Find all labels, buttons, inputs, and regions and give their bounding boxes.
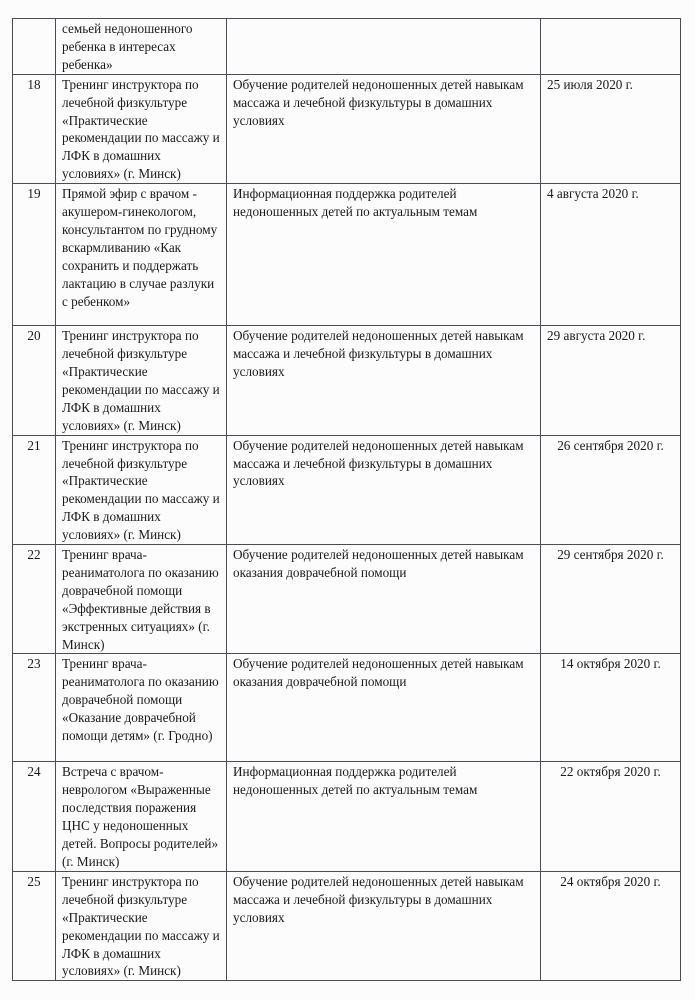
table-row [13,326,681,435]
event-date: 14 октября 2020 г. [541,654,681,762]
table-row [13,654,681,762]
table-row [13,545,681,654]
table-row [13,184,681,326]
event-description: Информационная поддержка родителей недоношенных детей по актуальным темам [227,184,541,326]
event-title: Тренинг инструктора по лечебной физкультуре «Практические рекомендации по массажу и ЛФК в домашних условиях» (г. Минск) [56,435,227,544]
event-date: 4 августа 2020 г. [541,184,681,326]
event-description: Обучение родителей недоношенных детей навыкам массажа и лечебной физкультуры в домашних условиях [227,435,541,544]
event-description: Обучение родителей недоношенных детей навыкам массажа и лечебной физкультуры в домашних условиях [227,74,541,183]
event-date [541,19,681,75]
event-title: семьей недоношенного ребенка в интересах ребенка» [56,19,227,75]
row-number: 24 [13,762,56,871]
event-description: Информационная поддержка родителей недоношенных детей по актуальным темам [227,762,541,871]
event-date: 26 сентября 2020 г. [541,435,681,544]
event-date: 29 сентября 2020 г. [541,545,681,654]
table-row [13,74,681,183]
table-row [13,871,681,980]
event-date: 29 августа 2020 г. [541,326,681,435]
event-title: Встреча с врачом-неврологом «Выраженные последствия поражения ЦНС у недоношенных детей. Вопросы родителей» (г. Минск) [56,762,227,871]
event-title: Тренинг врача-реаниматолога по оказанию доврачебной помощи «Оказание доврачебной помощи детям» (г. Гродно) [56,654,227,762]
row-number: 22 [13,545,56,654]
row-number [13,19,56,75]
event-date: 24 октября 2020 г. [541,871,681,980]
event-date: 25 июля 2020 г. [541,74,681,183]
event-title: Тренинг врача-реаниматолога по оказанию доврачебной помощи «Эффективные действия в экстренных ситуациях» (г. Минск) [56,545,227,654]
table-row [13,435,681,544]
table-row [13,762,681,871]
event-description: Обучение родителей недоношенных детей навыкам массажа и лечебной физкультуры в домашних условиях [227,326,541,435]
row-number: 20 [13,326,56,435]
event-description: Обучение родителей недоношенных детей навыкам оказания доврачебной помощи [227,545,541,654]
table-row-continuation [13,19,681,75]
row-number: 19 [13,184,56,326]
event-description [227,19,541,75]
event-title: Тренинг инструктора по лечебной физкультуре «Практические рекомендации по массажу и ЛФК в домашних условиях» (г. Минск) [56,74,227,183]
event-description: Обучение родителей недоношенных детей навыкам массажа и лечебной физкультуры в домашних условиях [227,871,541,980]
row-number: 21 [13,435,56,544]
event-description: Обучение родителей недоношенных детей навыкам оказания доврачебной помощи [227,654,541,762]
event-title: Тренинг инструктора по лечебной физкультуре «Практические рекомендации по массажу и ЛФК в домашних условиях» (г. Минск) [56,326,227,435]
event-title: Прямой эфир с врачом - акушером-гинекологом, консультантом по грудному вскармливанию «Как сохранить и поддержать лактацию в случае разлуки с ребенком» [56,184,227,326]
event-date: 22 октября 2020 г. [541,762,681,871]
row-number: 18 [13,74,56,183]
row-number: 23 [13,654,56,762]
events-table [12,18,681,981]
row-number: 25 [13,871,56,980]
event-title: Тренинг инструктора по лечебной физкультуре «Практические рекомендации по массажу и ЛФК в домашних условиях» (г. Минск) [56,871,227,980]
